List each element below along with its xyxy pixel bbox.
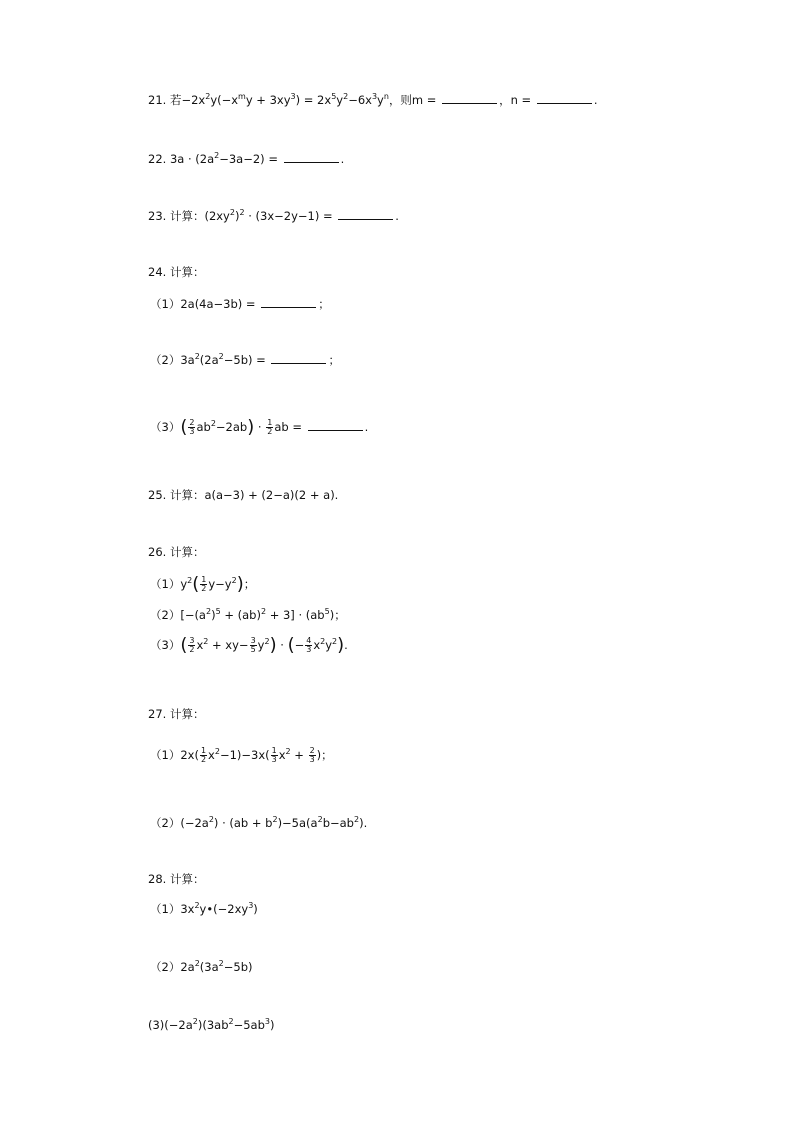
fraction: $\frac{2}{3}$ — [189, 418, 195, 436]
question-26-part-3: （3）( $\frac{3}{2}$ $x^2 + xy-$ $\frac{3}{5}$ $y^2$) · (− $\frac{4}{3}$ $x^2y^2$). — [150, 634, 348, 656]
question-24-title: 24. 计算： — [148, 265, 205, 279]
fraction: $\frac{1}{2}$ — [201, 575, 207, 593]
fraction: $\frac{1}{2}$ — [267, 418, 273, 436]
question-27-part-2: $(2)(-2a^2) \cdot (ab + b^2)-5a(a^2b-ab^2)$. — [150, 815, 368, 830]
question-25: 25. 计算：a(a−3) + (2−a)(2 + a). — [148, 488, 339, 502]
question-24-part-3: （3）( $\frac{2}{3}$ $ab^2-2ab$) · $\frac{1}{2}$ ab = . — [150, 416, 369, 438]
fraction: $\frac{3}{2}$ — [189, 636, 195, 654]
question-28-part-3: $(3)(-2a^2)(3ab^2-5ab^3)$ — [148, 1017, 275, 1032]
question-26-part-2: $(2)[-(a^2)^5 + (ab)^2 + 3] \cdot (ab^5)$； — [150, 607, 346, 622]
question-24-part-2: $(2)3a^2(2a^2-5b)$ = ； — [150, 352, 340, 367]
answer-blank[interactable] — [308, 419, 363, 431]
question-24-part-1: （1）2a(4a−3b) = ； — [150, 297, 330, 311]
question-28-title: 28. 计算： — [148, 872, 205, 886]
question-21: 21. 若$-2x^2y(-x^my + 3xy^3) = 2x^5y^2-6x^3y^n$，则m = ，n = . — [148, 92, 598, 107]
question-27-title: 27. 计算： — [148, 707, 205, 721]
answer-blank[interactable] — [284, 151, 339, 163]
question-28-part-1: $(1)3x^2y•(-2xy^3)$ — [150, 901, 258, 916]
question-26-title: 26. 计算： — [148, 545, 205, 559]
question-number: 25. — [148, 488, 167, 502]
answer-blank-m[interactable] — [442, 92, 497, 104]
answer-blank-n[interactable] — [537, 92, 592, 104]
question-number: 21. — [148, 93, 167, 107]
question-number: 23. — [148, 209, 167, 223]
question-26-part-1: $(1)y^2$( $\frac{1}{2}$ $y-y^2$)； — [150, 573, 256, 595]
question-22: 22. $3a \cdot (2a^2-3a-2)$ = . — [148, 151, 345, 166]
answer-blank[interactable] — [271, 352, 326, 364]
question-28-part-2: $(2)2a^2(3a^2-5b)$ — [150, 959, 253, 974]
fraction: $\frac{2}{3}$ — [309, 746, 315, 764]
answer-blank[interactable] — [261, 296, 316, 308]
question-number: 22. — [148, 152, 167, 166]
fraction: $\frac{3}{5}$ — [250, 636, 256, 654]
fraction: $\frac{4}{3}$ — [306, 636, 312, 654]
question-23: 23. 计算：$(2xy^2)^2 \cdot (3x-2y-1)$ = . — [148, 208, 399, 223]
fraction: $\frac{1}{3}$ — [271, 746, 277, 764]
fraction: $\frac{1}{2}$ — [200, 746, 207, 764]
question-27-part-1: （1）2x( $\frac{1}{2}$ $x^2-1)-3x$( $\frac{1}{3}$ $x^2$ + $\frac{2}{3}$ )； — [150, 746, 333, 764]
answer-blank[interactable] — [338, 208, 393, 220]
